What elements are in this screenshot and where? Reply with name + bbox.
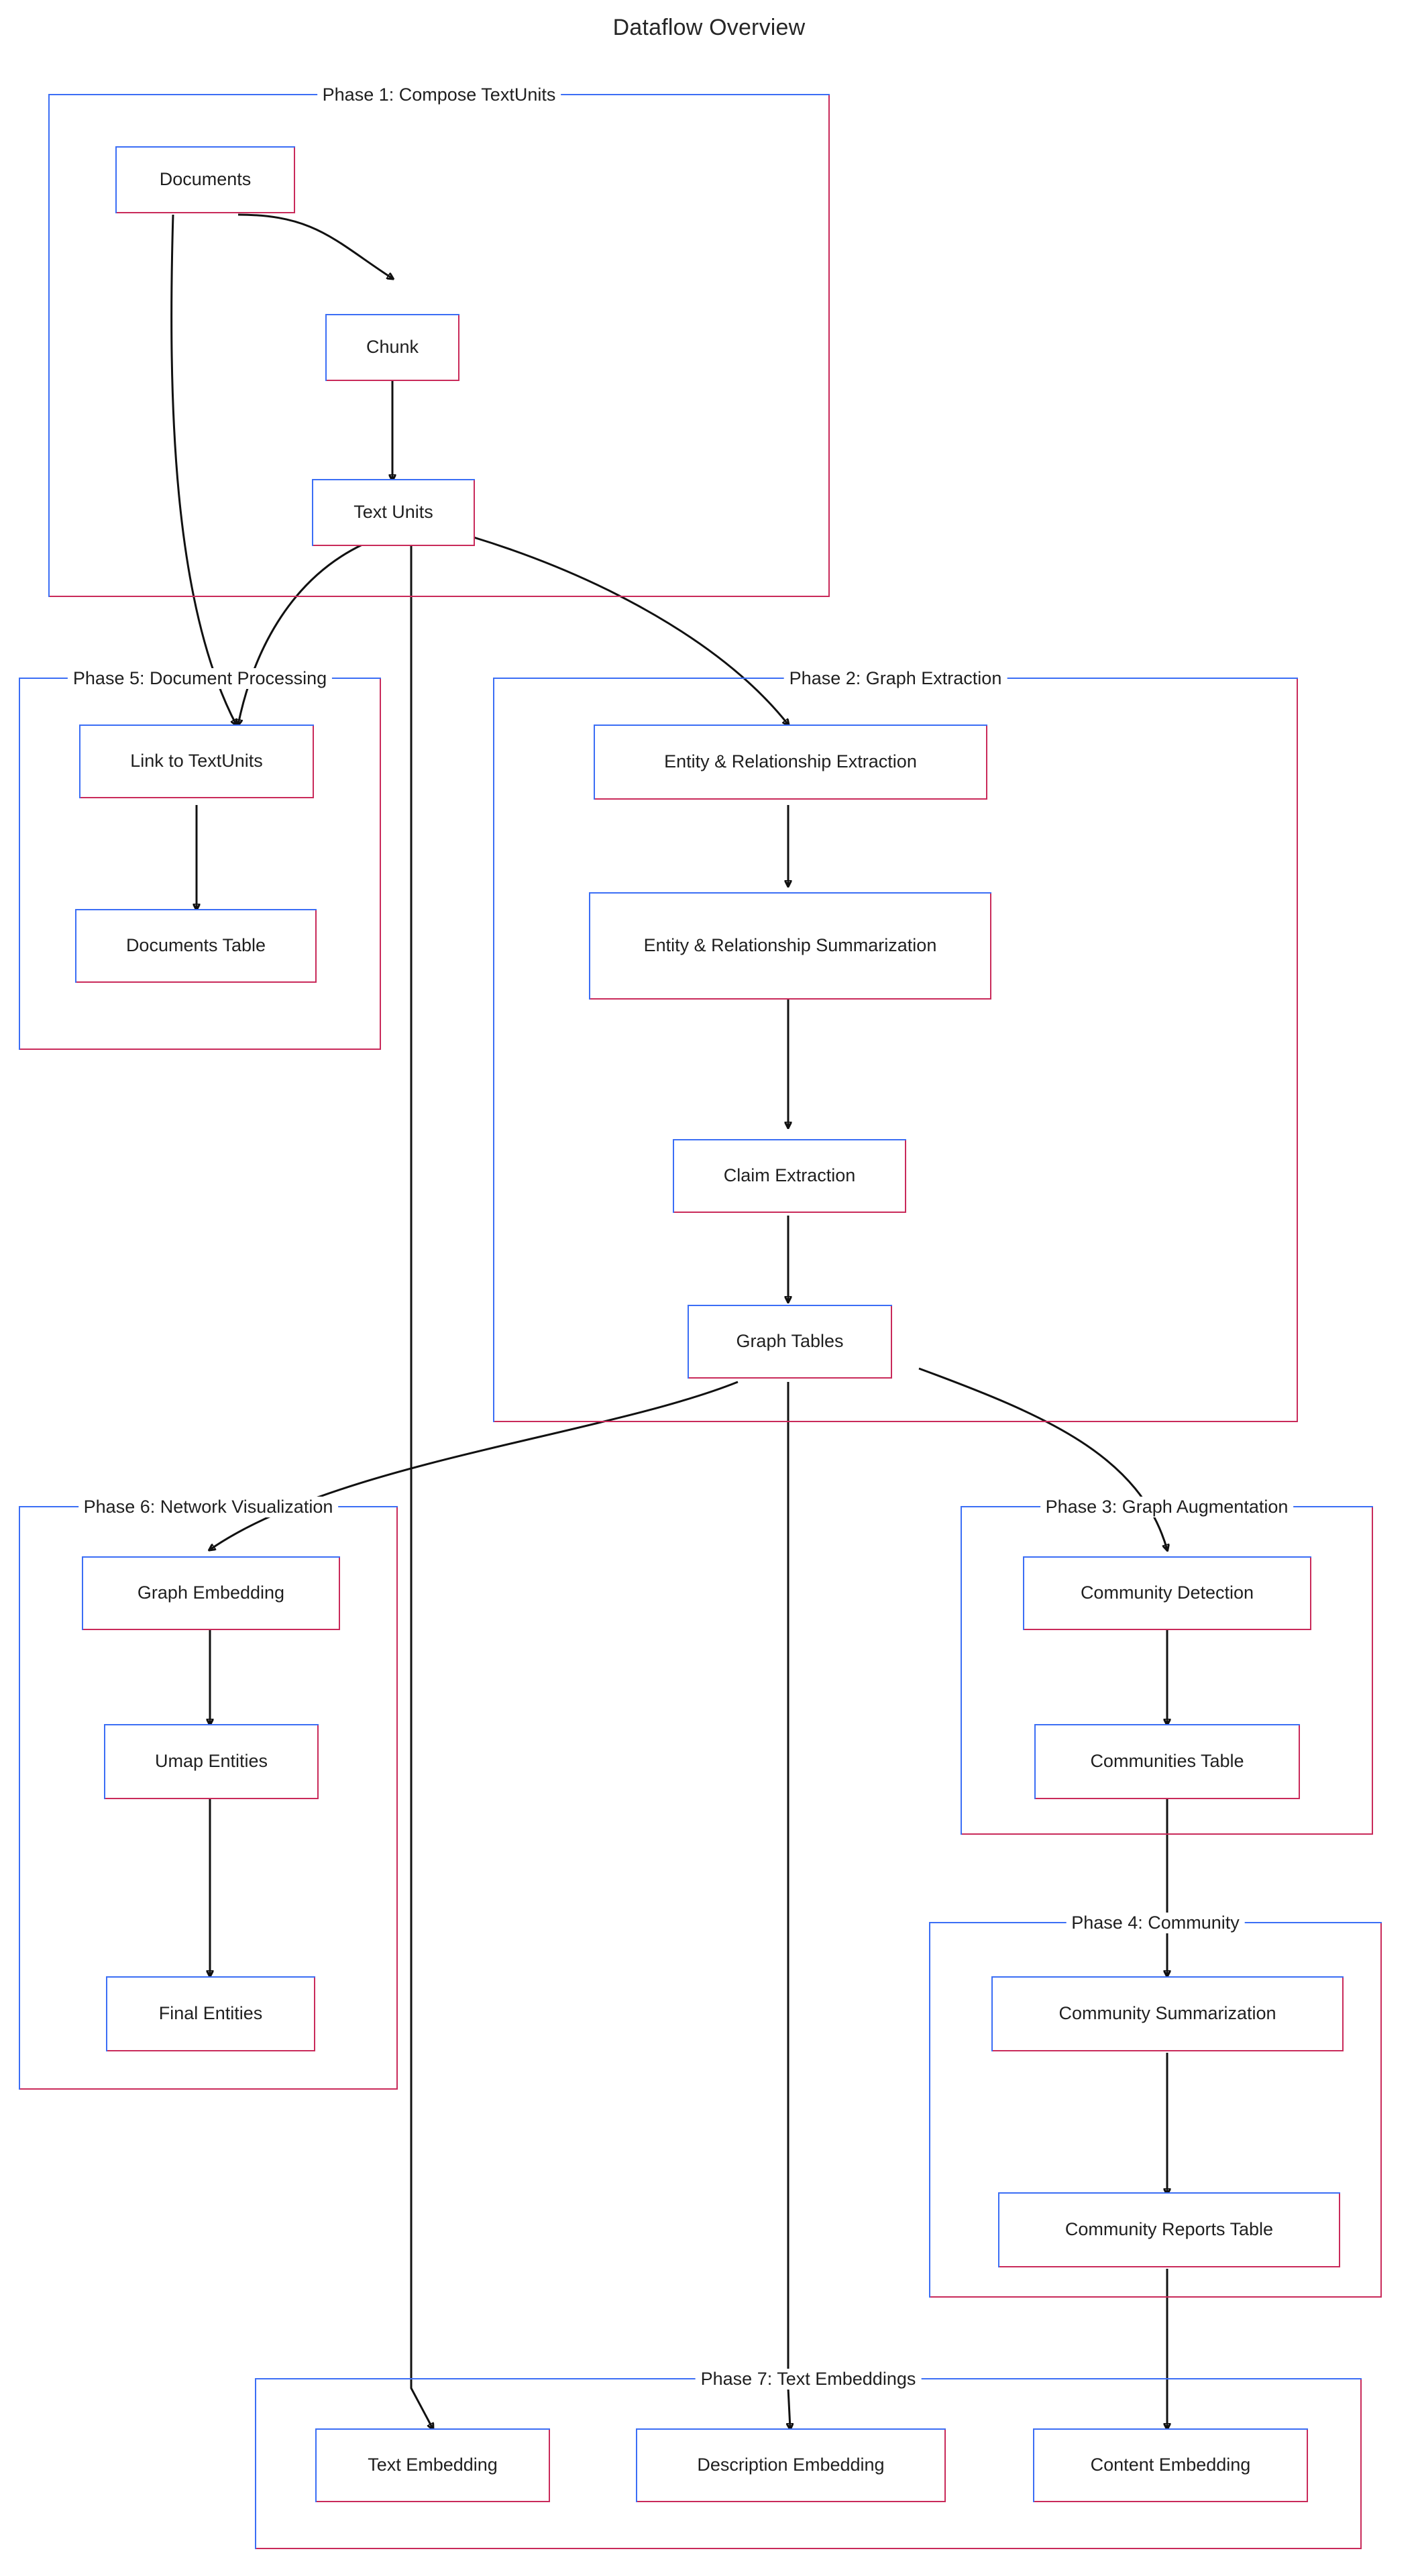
node-label: Community Detection	[1080, 1582, 1254, 1603]
phase-label: Phase 4: Community	[1066, 1913, 1245, 1933]
node-communities-table[interactable]	[1034, 1724, 1300, 1799]
node-text-embedding[interactable]	[315, 2428, 550, 2502]
node-label: Graph Embedding	[137, 1582, 285, 1603]
node-label: Communities Table	[1090, 1751, 1244, 1772]
node-label: Final Entities	[158, 2003, 263, 2024]
node-chunk[interactable]	[325, 314, 459, 381]
node-text-units[interactable]	[312, 479, 475, 546]
node-label: Entity & Relationship Summarization	[643, 935, 937, 956]
node-label: Chunk	[366, 337, 419, 358]
node-label: Claim Extraction	[723, 1165, 856, 1186]
node-label: Community Reports Table	[1065, 2219, 1274, 2240]
node-link-to-textunits[interactable]	[79, 724, 314, 798]
phase-label: Phase 2: Graph Extraction	[784, 668, 1007, 689]
node-content-embedding[interactable]	[1033, 2428, 1308, 2502]
node-community-reports-table[interactable]	[998, 2192, 1340, 2267]
phase-label: Phase 7: Text Embeddings	[696, 2369, 922, 2390]
node-graph-embedding[interactable]	[82, 1556, 340, 1630]
node-label: Text Embedding	[368, 2455, 498, 2475]
node-label: Community Summarization	[1058, 2003, 1276, 2024]
node-claim-extraction[interactable]	[673, 1139, 906, 1213]
phase-label: Phase 6: Network Visualization	[78, 1497, 339, 1517]
edge-textunits-textembedding	[411, 545, 433, 2428]
phase-label: Phase 1: Compose TextUnits	[317, 85, 561, 105]
node-documents-table[interactable]	[75, 909, 317, 983]
node-label: Content Embedding	[1090, 2455, 1251, 2475]
node-label: Documents Table	[125, 935, 266, 956]
phase-label: Phase 5: Document Processing	[68, 668, 332, 689]
node-description-embedding[interactable]	[636, 2428, 946, 2502]
node-entity-relationship-extraction[interactable]	[594, 724, 987, 800]
node-documents[interactable]	[115, 146, 295, 213]
node-label: Entity & Relationship Extraction	[664, 751, 917, 772]
node-label: Description Embedding	[697, 2455, 885, 2475]
node-graph-tables[interactable]	[688, 1305, 892, 1379]
node-community-detection[interactable]	[1023, 1556, 1311, 1630]
phase-label: Phase 3: Graph Augmentation	[1040, 1497, 1294, 1517]
node-umap-entities[interactable]	[104, 1724, 319, 1799]
node-label: Umap Entities	[154, 1751, 268, 1772]
node-label: Documents	[159, 169, 252, 190]
edge-graphtables-descembedding	[788, 1382, 790, 2428]
node-final-entities[interactable]	[106, 1976, 315, 2051]
node-label: Text Units	[353, 502, 433, 523]
page-title: Dataflow Overview	[612, 15, 806, 40]
node-label: Link to TextUnits	[130, 751, 263, 771]
node-entity-relationship-summarization[interactable]	[589, 892, 991, 1000]
node-community-summarization[interactable]	[991, 1976, 1344, 2051]
node-label: Graph Tables	[736, 1331, 844, 1352]
